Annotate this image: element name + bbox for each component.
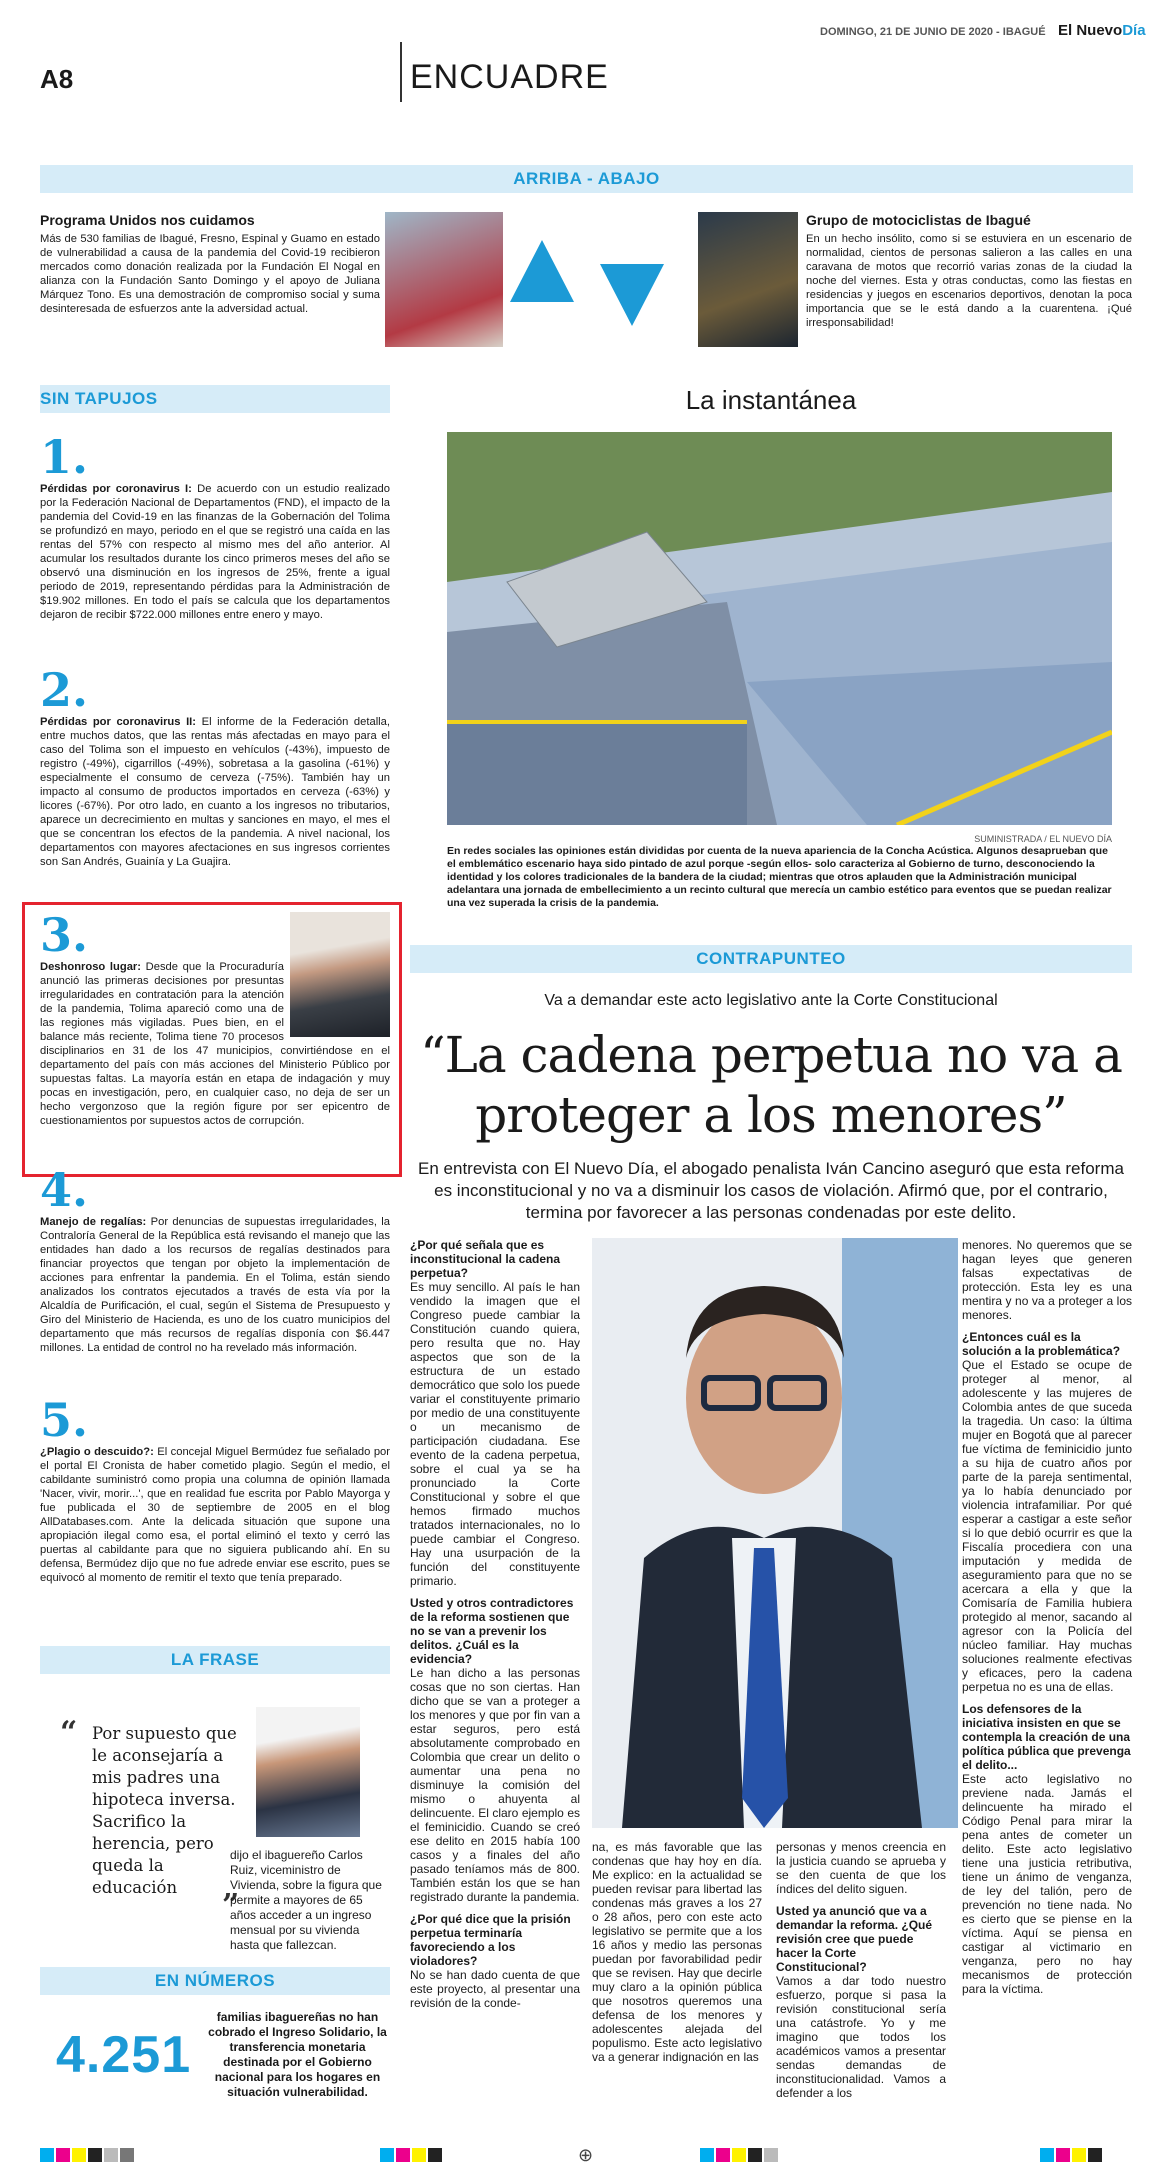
arriba-item	[40, 212, 380, 316]
contrapunteo-kicker: Va a demandar este acto legislativo ante la Corte Constitucional	[544, 992, 998, 1009]
interview-answer: Vamos a dar todo nuestro esfuerzo, porque si pasa la revisión constitucional sería una catástrofe. Yo y me imagino que todos los académicos vamos a presentar sendas demandas de inconstitucionalidad. Vamos a defender a los	[776, 1974, 946, 2100]
interview-portrait	[592, 1238, 958, 1828]
interview-answer: Le han dicho a las personas cosas que no son ciertas. Han dicho que se van a proteger a los menores y que por fin van a estar seguros, pero está absolutamente comprobado en Colombia que crear un delito o aumentar una pena no disminuye la comisión del mismo o ahuyenta al delincuente. El claro ejemplo es el feminicidio. Cuando se creó ese delito en 2015 había 100 casos y a finales del año pasado teníamos más de 800. También están los que se han registrado durante la pandemia.	[410, 1666, 580, 1904]
frase-quote: Por supuesto que le aconsejaría a mis padres una hipoteca inversa. Sacrifico la herencia, pero queda la educación	[92, 1724, 237, 1897]
arriba-abajo-title: ARRIBA - ABAJO	[513, 169, 660, 188]
arriba-heading: Programa Unidos nos cuidamos	[40, 212, 255, 228]
numeros-text: familias ibaguereñas no han cobrado el Ingreso Solidario, la transferencia monetaria destinada por el Gobierno nacional para los hogares en situación vulnerabilidad.	[208, 2010, 387, 2099]
interview-question: ¿Entonces cuál es la solución a la problemática?	[962, 1330, 1121, 1358]
interview-col-4	[962, 1238, 1132, 1996]
tapujo-item-3	[40, 910, 390, 1128]
color-registration-bar	[1040, 2148, 1102, 2162]
color-registration-bar	[700, 2148, 778, 2162]
arrow-down-icon	[600, 264, 664, 326]
color-registration-bar	[40, 2148, 134, 2162]
interview-col-3	[776, 1840, 946, 2100]
frase-portrait	[256, 1707, 360, 1837]
en-numeros-title: EN NÚMEROS	[154, 1971, 276, 1990]
tapujo-body: El concejal Miguel Bermúdez fue señalado por el portal El Cronista de haber cometido plagio. Según el medio, el cabildante suministró como propia una columna de opinión llamada 'Nacer, vivir, morir...', que en realidad fue escrita por Pablo Mayorga y fue publicada el 30 de septiembre de 2005 en el blog AllDatabases.com. Ante la delicada situación que supone una apropiación ilegal como esa, el portal eliminó el texto y cerró las puertas al cabildante para que no siguiera publicando ahí. En su defensa, Bermúdez dijo que no fue adrede enviar ese escrito, pues se equivocó al momento de remitir el texto que tenía preparado.	[40, 1446, 390, 1584]
interview-question: ¿Por qué dice que la prisión perpetua terminaría favoreciendo a los violadores?	[410, 1912, 571, 1968]
tapujo-lead: Manejo de regalías:	[40, 1216, 147, 1228]
tapujo-lead: Deshonroso lugar:	[40, 961, 141, 973]
numeros-value: 4.251	[56, 2026, 192, 2084]
tapujo-item-1	[40, 432, 390, 622]
interview-question: Usted ya anunció que va a demandar la reforma. ¿Qué revisión cree que puede hacer la Corte Constitucional?	[776, 1904, 933, 1974]
arriba-body: Más de 530 familias de Ibagué, Fresno, Espinal y Guamo en estado de vulnerabilidad a causa de la pandemia del Covid-19 recibieron mercados como donación realizada por la Fundación El Nogal en alianza con la Fundación Santo Domingo y el apoyo de Juliana Márquez Tono. Es una demostración de compromiso social y suma desinteresada de esfuerzos ante la adversidad actual.	[40, 233, 380, 315]
contrapunteo-title: CONTRAPUNTEO	[696, 949, 846, 968]
tapujo-item-5	[40, 1395, 390, 1585]
header-divider	[400, 42, 402, 102]
brand-logo: El NuevoDía	[1058, 22, 1146, 39]
interview-answer: Que el Estado se ocupe de proteger al menor, al adolescente y las mujeres de Colombia antes de que suceda la tragedia. Un caso: la última mujer en Bogotá que al parecer fue víctima de feminicidio junto a su hija de cuatro años por parte de la pareja sentimental, ya lo había denunciado por violencia intrafamiliar. Por qué esperar a castigar a este señor si lo que debió ocurrir es que la Fiscalía procediera con una imputación y medida de aseguramiento para que no se acercara a ella y que la Comisaría de Familia hubiera protegido al menor, sacando al agresor con la Policía del núcleo familiar. Hay muchas soluciones realmente efectivas y eficaces, pero la cadena perpetua no es una de ellas.	[962, 1358, 1132, 1694]
tapujo-portrait	[290, 912, 390, 1037]
abajo-item	[806, 212, 1132, 330]
sin-tapujos-title: SIN TAPUJOS	[40, 389, 158, 408]
page-number: A8	[40, 64, 74, 94]
la-frase-title: LA FRASE	[170, 1650, 260, 1669]
abajo-heading: Grupo de motociclistas de Ibagué	[806, 212, 1031, 228]
tapujo-item-4	[40, 1165, 390, 1355]
interview-answer: menores. No queremos que se hagan leyes que generen falsas expectativas de protección. Esta ley es una mentira y no va a proteger a los menores.	[962, 1238, 1132, 1322]
interview-question: Los defensores de la iniciativa insisten en que se contempla la creación de una política pública que prevenga el delito...	[962, 1702, 1131, 1772]
abajo-body: En un hecho insólito, como si se estuviera en un escenario de normalidad, cientos de personas salieron a las calles en una caravana de motos que recorrió varias zonas de la ciudad la noche del viernes. Esta y otras conductas, como las fiestas en residencias y juegos en escenarios deportivos, denotan la poca importancia que se le está dando a la cuarentena. ¡Qué irresponsabilidad!	[806, 233, 1132, 329]
tapujo-number: 2.	[40, 663, 89, 717]
tapujo-body: Por denuncias de supuestas irregularidades, la Contraloría General de la República está revisando el manejo que las entidades han dado a los recursos de regalías destinados para financiar proyectos que tengan por objeto la implementación de acciones para enfrentar la pandemia. En el Tolima, están siendo analizados los contratos ejecutados a través de esta vía por la Alcaldía de Purificación, el cual, según el Sistema de Presupuesto y Giro del Ministerio de Hacienda, es uno de los cuatro municipios del departamento que más recursos de regalías disponía con $6.447 millones. La entidad de control no ha revelado más información.	[40, 1216, 390, 1354]
section-title: ENCUADRE	[410, 58, 609, 96]
interview-question: Usted y otros contradictores de la reforma sostienen que no se van a prevenir los delitos. ¿Cuál es la evidencia?	[410, 1596, 574, 1666]
abajo-photo	[698, 212, 798, 347]
crosshair-icon: ⊕	[578, 2145, 594, 2165]
tapujo-lead: Pérdidas por coronavirus II:	[40, 716, 197, 728]
tapujo-number: 3.	[40, 908, 89, 962]
interview-answer: Este acto legislativo no previene nada. Jamás el delincuente ha mirado el Código Penal para mirar la pena antes de cometer un delito. Este acto legislativo tiene una justicia retributiva, tiene un ánimo de venganza, de ley del talión, pero de prevención no tiene nada. No es cierto que se piense en la víctima. Aquí se piensa en castigar al victimario en venganza, pero no hay mecanismos de protección para la víctima.	[962, 1772, 1132, 1996]
tapujo-item-2	[40, 665, 390, 869]
interview-col-1	[410, 1238, 580, 2010]
frase-attribution: dijo el ibaguereño Carlos Ruiz, viceministro de Vivienda, sobre la figura que permite a mayores de 65 años acceder a un ingreso mensual por su vivienda hasta que fallezcan.	[230, 1848, 382, 1952]
interview-answer: na, es más favorable que las condenas que hay hoy en día. Me explico: en la actualidad se pueden revisar para libertad las condenas más graves a los 27 o 28 años, pero con este acto legislativo se permite que a los 16 años y medio las personas puedan por favorabilidad pedir que se revisen. Hay que decirle muy claro a la opinión pública que nosotros queremos una defensa de los menores y adolescentes alejada del populismo. Este acto legislativo va a generar indignación en las	[592, 1840, 762, 2064]
arrows-icon	[510, 240, 670, 330]
interview-answer: No se han dado cuenta de que este proyecto, al presentar una revisión de la conde-	[410, 1968, 580, 2010]
interview-answer: personas y menos creencia en la justicia cuando se aprueba y se den cuenta de que los índices del delito siguen.	[776, 1840, 946, 1896]
tapujo-lead: Pérdidas por coronavirus I:	[40, 483, 192, 495]
tapujo-lead: ¿Plagio o descuido?:	[40, 1446, 154, 1458]
contrapunteo-headline: “La cadena perpetua no va a proteger a los menores”	[420, 1026, 1122, 1144]
tapujo-body: El informe de la Federación detalla, entre muchos datos, que las rentas más afectadas en mayo para el caso del Tolima son el impuesto en vehículos (-43%), impuesto de registro (-49%), cigarrillos (-49%), sobretasa a la gasolina (-61%) y especialmente el consumo de cerveza (-75%). También hay un impacto al consumo de productos importados en cerveza (-63%) y licores (-67%). Por otro lado, en cuanto a los ingresos no tributarios, aparece un decrecimiento en multas y sanciones en mayo, el mes el que se concentran los efectos de la pandemia. A nivel nacional, los departamentos con mayores afectaciones en sus ingresos corrientes son San Andrés, Guainía y La Guajira.	[40, 716, 390, 868]
close-quote-icon: ”	[222, 1888, 240, 1923]
interview-answer: Es muy sencillo. Al país le han vendido la imagen que el Congreso puede cambiar la Constitución cuando quiera, pero resulta que no. Hay aspectos que son de la estructura de un estado democrático que solo los puede variar el constituyente primario por medio de una constituyente o un mecanismo de participación ciudadana. Ese evento de la cadena perpetua, sobre el cual ya se ha pronunciado la Corte Constitucional y sobre el que hemos firmado muchos tratados internacionales, no lo puede cambiar el Congreso. Hay una usurpación de la función del constituyente primario.	[410, 1280, 580, 1588]
color-registration-bar	[380, 2148, 442, 2162]
contrapunteo-lead: En entrevista con El Nuevo Día, el abogado penalista Iván Cancino aseguró que esta reforma es inconstitucional y no va a disminuir los casos de violación. Afirmó que, por el contrario, termina por favorecer a las personas condenadas por este delito.	[418, 1159, 1124, 1222]
tapujo-number: 4.	[40, 1163, 89, 1217]
issue-date: DOMINGO, 21 DE JUNIO DE 2020 - IBAGUÉ	[820, 26, 1046, 38]
arriba-photo	[385, 212, 503, 347]
tapujo-body: De acuerdo con un estudio realizado por la Federación Nacional de Departamentos (FND), el impacto de la pandemia del Covid-19 en las finanzas de la Gobernación del Tolima se profundizó en mayo, periodo en el que se registró una caída en las rentas del 57% con respecto al mismo mes del año anterior. Al acumular los resultados durante los cinco primeros meses del año se observó una disminución en los ingresos de 25%, frente a igual periodo de 2019, representando pérdidas para la Administración de $19.902 millones. En todo el país se calcula que los departamentos dejaron de recibir $722.000 millones entre enero y mayo.	[40, 483, 390, 621]
interview-question: ¿Por qué señala que es inconstitucional la cadena perpetua?	[410, 1238, 561, 1280]
instantanea-title: La instantánea	[685, 385, 857, 415]
tapujo-body: Desde que la Procuraduría anunció las primeras decisiones por presuntas irregularidades en contratación para la atención de la pandemia, Tolima apareció como una de las regiones más vigiladas. Pues bien, en el balance más reciente, Tolima tiene 70 procesos disciplinarios en 31 de los 47 municipios, convirtiéndose en el departamento del país con más acciones del Ministerio Público por supuestas faltas. La mayoría están en etapa de indagación y muy pocas en investigación, pero, en cualquier caso, no deja de ser un hecho vergonzoso que la región figure por ser epicentro de cuestionamientos por supuestos actos de corrupción.	[40, 961, 390, 1127]
tapujo-number: 5.	[40, 1393, 89, 1447]
photo-credit: SUMINISTRADA / EL NUEVO DÍA	[974, 834, 1112, 844]
open-quote-icon: “	[60, 1715, 78, 1750]
arrow-up-icon	[510, 240, 574, 302]
tapujo-number: 1.	[40, 430, 89, 484]
photo-caption: En redes sociales las opiniones están divididas por cuenta de la nueva apariencia de la Concha Acústica. Algunos desaprueban que el emblemático escenario haya sido pintado de azul porque -según ellos- solo caracteriza al Gobierno de turno, desconociendo la identidad y los colores tradicionales de la bandera de la ciudad; mientras que otros aplauden que la Administración municipal adelantara una jornada de embellecimiento a un recinto cultural que merecía un cambio estético para eventos que se puedan realizar una vez superada la crisis de la pandemia.	[447, 845, 1112, 909]
instantanea-photo	[447, 432, 1112, 825]
interview-col-2	[592, 1840, 762, 2064]
